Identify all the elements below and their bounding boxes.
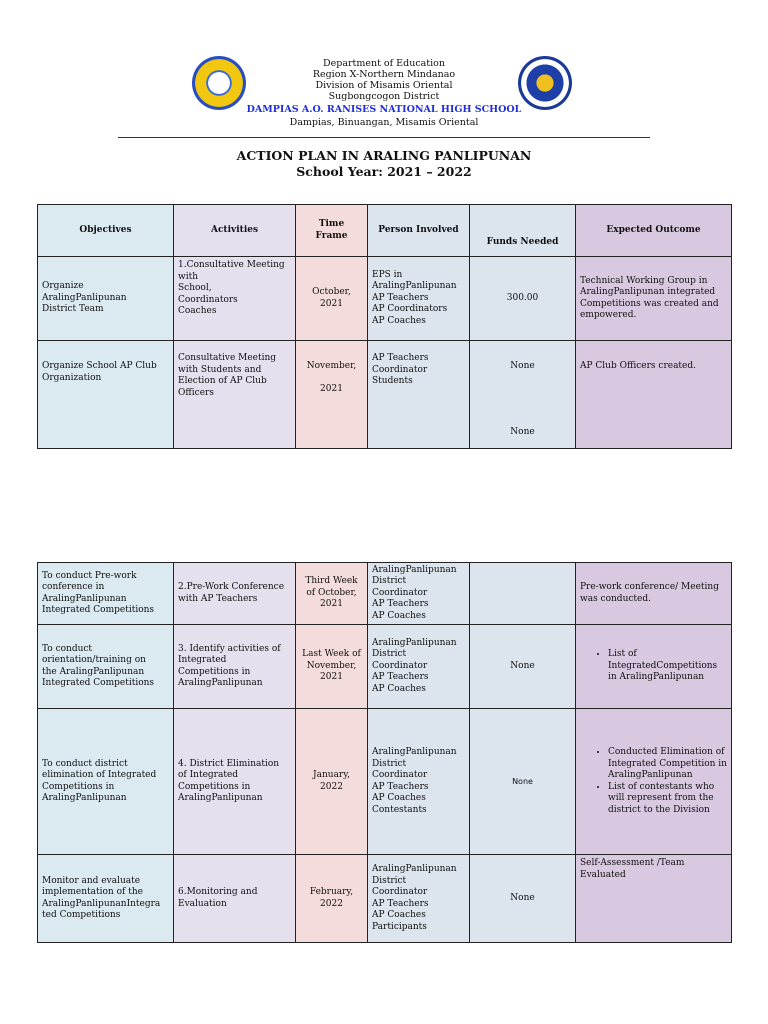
persons-cell: AralingPanlipunan District Coordinator AP Teachers AP Coaches Contestants [368,709,470,855]
time-frame-cell: Last Week of November, 2021 [296,625,368,709]
funds-cell: None [470,709,576,855]
document-title: ACTION PLAN IN ARALING PANLIPUNAN [236,148,532,163]
time-frame-cell: February, 2022 [296,855,368,943]
time-frame-cell: November, 2021 [296,341,368,449]
activity-cell: 6.Monitoring and Evaluation [174,855,296,943]
col-header-objectives: Objectives [38,205,174,257]
table-row [38,563,732,625]
action-plan-table-1 [37,204,732,449]
outcome-list-item: • List of IntegratedCompetitions in AralingPanlipunan [608,649,727,684]
header-line: Sugbongcogon District [328,91,440,102]
col-header-expected-outcome: Expected Outcome [576,205,732,257]
outcome-cell: AP Club Officers created. [576,341,732,449]
school-address: Dampias, Binuangan, Misamis Oriental [289,117,479,128]
time-frame-cell: October, 2021 [296,257,368,341]
outcome-list [580,649,727,684]
outcome-list-item: • Conducted Elimination of Integrated Competition in AralingPanlipunan [608,747,727,782]
outcome-cell: Pre-work conference/ Meeting was conducted. [576,563,732,625]
table-row [38,625,732,709]
table-row [38,855,732,943]
col-header-funds-needed: Funds Needed [470,205,576,257]
outcome-cell [576,625,732,709]
objective-cell: To conduct orientation/training on the AralingPanlipunan Integrated Competitions [38,625,174,709]
persons-cell: EPS in AralingPanlipunan AP Teachers AP Coordinators AP Coaches [368,257,470,341]
time-frame-cell: Third Week of October, 2021 [296,563,368,625]
activity-cell: 3. Identify activities of Integrated Competitions in AralingPanlipunan [174,625,296,709]
table-row [38,709,732,855]
persons-cell: AralingPanlipunan District Coordinator AP Teachers AP Coaches Participants [368,855,470,943]
outcome-list [580,747,727,816]
action-plan-table-2 [37,562,732,943]
objective-cell: To conduct Pre-work conference in AralingPanlipunan Integrated Competitions [38,563,174,625]
activity-cell: 4. District Elimination of Integrated Competitions in AralingPanlipunan [174,709,296,855]
funds-cell: None [470,855,576,943]
persons-cell: AralingPanlipunan District Coordinator AP Teachers AP Coaches [368,625,470,709]
funds-cell: 300.00 [470,257,576,341]
outcome-cell [576,709,732,855]
school-name: DAMPIAS A.O. RANISES NATIONAL HIGH SCHOOL [246,104,522,115]
funds-cell: None [470,625,576,709]
activity-cell: 1.Consultative Meeting with School, Coordinators Coaches [174,257,296,341]
objective-cell: Organize AralingPanlipunan District Team [38,257,174,341]
table-header-row [38,205,732,257]
activity-cell: 2.Pre-Work Conference with AP Teachers [174,563,296,625]
table-row [38,341,732,449]
funds-value: None [510,361,535,371]
header-line: Division of Misamis Oriental [315,80,453,91]
objective-cell: Monitor and evaluate implementation of the AralingPanlipunanIntegra ted Competitions [38,855,174,943]
activity-cell: Consultative Meeting with Students and Election of AP Club Officers [174,341,296,449]
outcome-cell: Technical Working Group in AralingPanlipunan integrated Competitions was created and empowered. [576,257,732,341]
funds-cell [470,563,576,625]
objective-cell: Organize School AP Club Organization [38,341,174,449]
header-line: Department of Education [323,58,445,69]
header-divider [118,137,650,138]
persons-cell: AP Teachers Coordinator Students [368,341,470,449]
header-line: Region X-Northern Mindanao [312,69,456,80]
document-header [0,52,768,142]
objective-cell: To conduct district elimination of Integrated Competitions in AralingPanlipunan [38,709,174,855]
outcome-list-item: • List of contestants who will represent from the district to the Division [608,782,727,817]
table-row [38,257,732,341]
time-frame-cell: January, 2022 [296,709,368,855]
funds-cell [470,341,576,449]
col-header-person-involved: Person Involved [368,205,470,257]
persons-cell: AralingPanlipunan District Coordinator AP Teachers AP Coaches [368,563,470,625]
col-header-activities: Activities [174,205,296,257]
funds-value: None [510,426,535,437]
outcome-cell: Self-Assessment /Team Evaluated [576,855,732,943]
col-header-time-frame: Time Frame [296,205,368,257]
school-year: School Year: 2021 – 2022 [296,164,472,179]
